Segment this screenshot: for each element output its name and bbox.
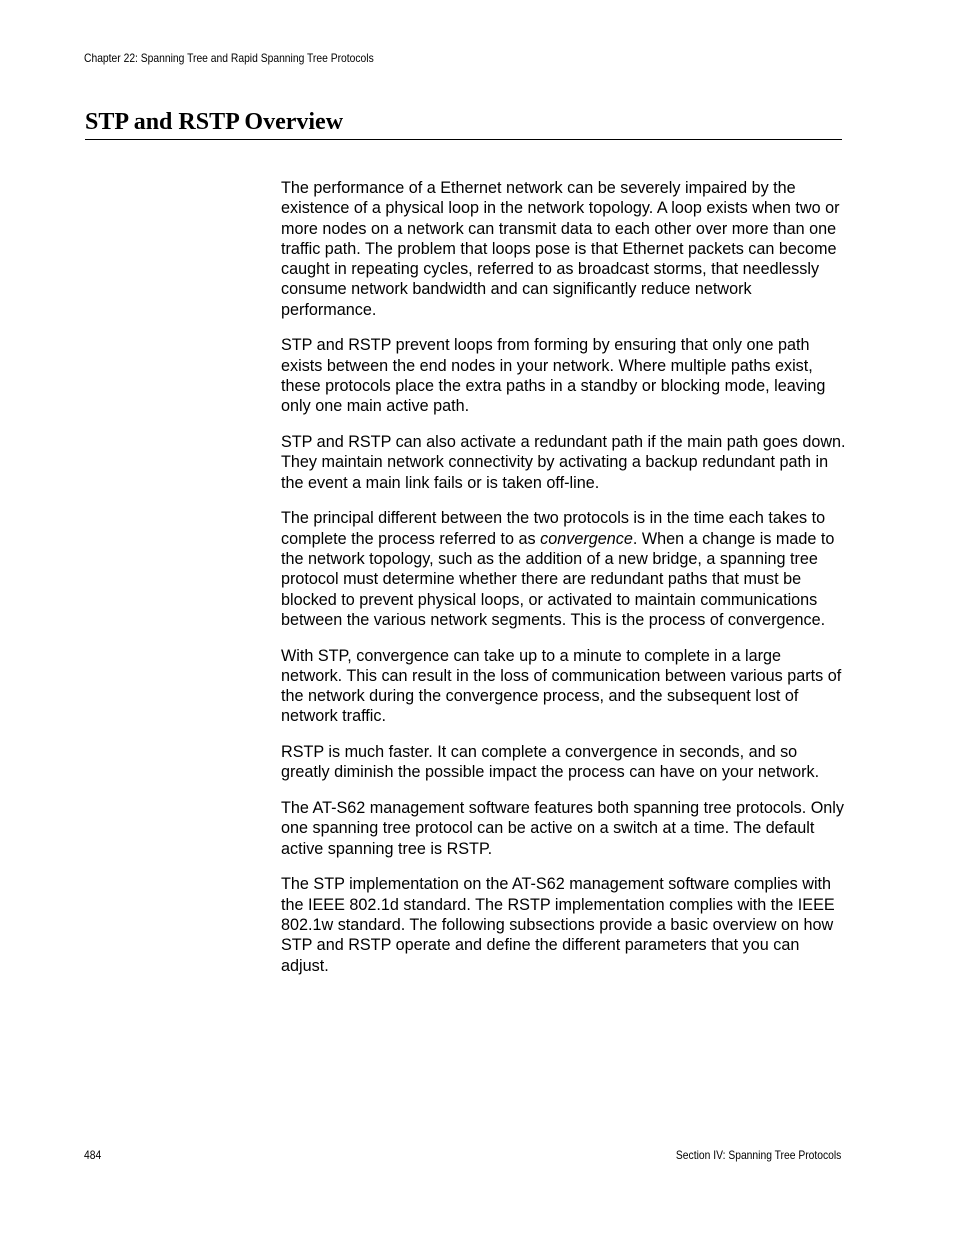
footer-section-title: Section IV: Spanning Tree Protocols [675,1148,841,1162]
paragraph-loops: The performance of a Ethernet network can be severely impaired by the existence of a physical loop in the network topology. A loop exists when two or more nodes on a network can transmit data to each other over more than one traffic path. The problem that loops pose is that Ethernet packets can become caught in repeating cycles, referred to as broadcast storms, that needlessly consume network bandwidth and can significantly reduce network performance. [281,179,840,319]
paragraph-prevention: STP and RSTP prevent loops from forming by ensuring that only one path exists between the end nodes in your network. Where multiple paths exist, these protocols place the extra paths in a standby or blocking mode, leaving only one main active path. [281,336,826,416]
running-header: Chapter 22: Spanning Tree and Rapid Spanning Tree Protocols [84,51,374,65]
convergence-term: convergence [540,529,633,548]
paragraph-standards: The STP implementation on the AT-S62 management software complies with the IEEE 802.1d standard. The RSTP implementation complies with the IEEE 802.1w standard. The following subsections provide a basic overview on how STP and RSTP operate and define the different parameters that you can adjust. [281,875,835,975]
paragraph-stp-speed: With STP, convergence can take up to a minute to complete in a large network. This can result in the loss of communication between various parts of the network during the convergence process, and the subsequent lost of network traffic. [281,646,842,726]
page-number: 484 [84,1148,102,1162]
convergence-text-after: . When a change is made to the network topology, such as the addition of a new bridge, a spanning tree protocol must determine whether there are redundant paths that must be blocked to prevent physical loops, or activated to maintain communications between the various network segments. This is the process of convergence. [281,529,835,629]
convergence-text-before: The principal different between the two protocols is in the time each takes to complete the process referred to as [281,509,826,548]
paragraph-convergence [281,508,846,630]
paragraph-redundancy: STP and RSTP can also activate a redundant path if the main path goes down. They maintain network connectivity by activating a backup redundant path in the event a main link fails or is taken off-line. [281,433,846,492]
paragraph-rstp-speed: RSTP is much faster. It can complete a convergence in seconds, and so greatly diminish the possible impact the process can have on your network. [281,743,820,782]
title-rule [85,139,842,140]
body-text [281,178,846,976]
section-title: STP and RSTP Overview [85,109,344,135]
paragraph-software-features: The AT-S62 management software features both spanning tree protocols. Only one spanning tree protocol can be active on a switch at a time. The default active spanning tree is RSTP. [281,799,844,858]
